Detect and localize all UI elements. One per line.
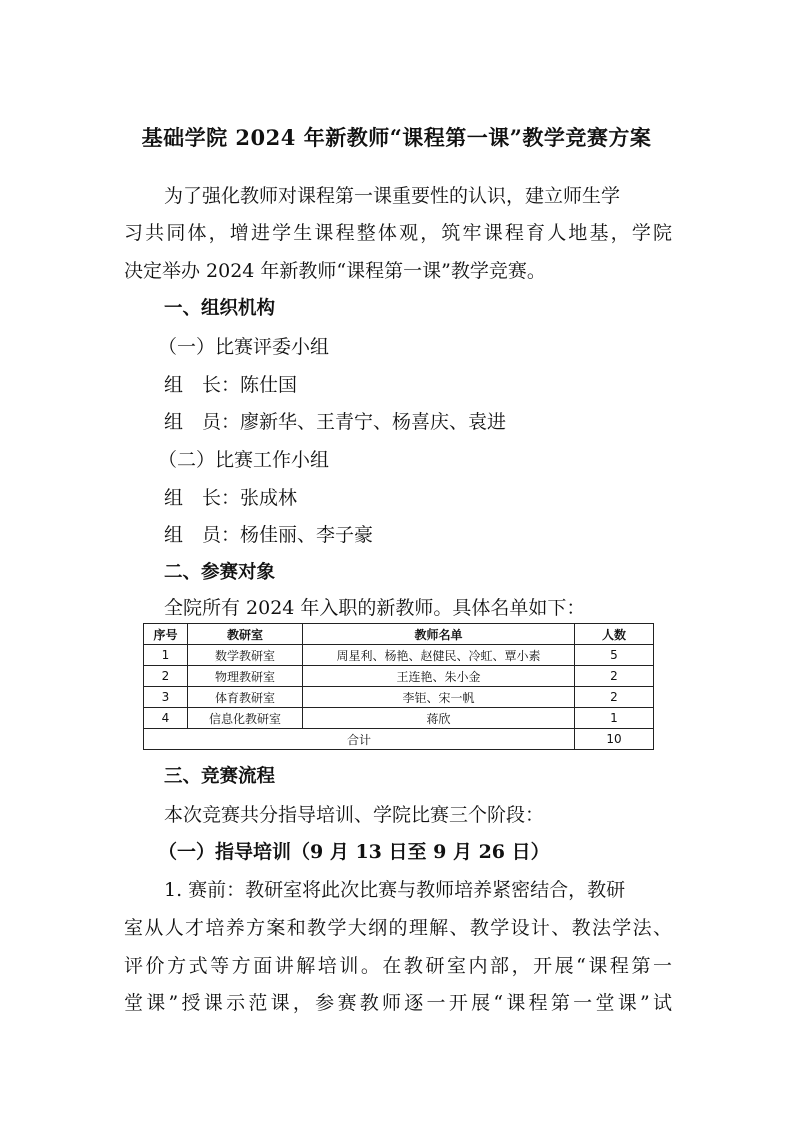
cell-teachers: 王连艳、朱小金: [303, 666, 575, 687]
cell-teachers: 蒋欣: [303, 708, 575, 729]
subheading-work-group: （二）比赛工作小组: [158, 449, 330, 471]
header-teachers: 教师名单: [303, 624, 575, 645]
cell-department: 数学教研室: [188, 645, 303, 666]
cell-count: 5: [575, 645, 654, 666]
cell-teachers: 李钜、宋一帆: [303, 687, 575, 708]
table-row: [144, 645, 654, 666]
section-heading-process: 三、竞赛流程: [164, 766, 276, 787]
section-heading-participants: 二、参赛对象: [164, 562, 276, 583]
document-title: 基础学院 2024 年新教师“课程第一课”教学竞赛方案: [141, 125, 652, 150]
header-index: 序号: [144, 624, 188, 645]
cell-index: 3: [144, 687, 188, 708]
total-value: 10: [575, 729, 654, 750]
cell-department: 体育教研室: [188, 687, 303, 708]
cell-count: 1: [575, 708, 654, 729]
intro-line-1: 为了强化教师对课程第一课重要性的认识，建立师生学: [164, 185, 621, 207]
cell-index: 4: [144, 708, 188, 729]
table-total-row: [144, 729, 654, 750]
table-row: [144, 687, 654, 708]
total-label: 合计: [144, 729, 575, 750]
section-heading-organization: 一、组织机构: [164, 298, 276, 319]
table-row: [144, 666, 654, 687]
header-count: 人数: [575, 624, 654, 645]
judges-leader: 组 长：陈仕国: [164, 374, 298, 396]
training-para-line-2: 室从人才培养方案和教学大纲的理解、教学设计、教法学法、: [124, 917, 672, 939]
table-header-row: [144, 624, 654, 645]
intro-line-3: 决定举办 2024 年新教师“课程第一课”教学竞赛。: [124, 260, 546, 282]
cell-count: 2: [575, 687, 654, 708]
participants-text: 全院所有 2024 年入职的新教师。具体名单如下：: [164, 597, 586, 619]
subheading-judges-group: （一）比赛评委小组: [158, 336, 330, 358]
cell-index: 1: [144, 645, 188, 666]
header-department: 教研室: [188, 624, 303, 645]
training-para-line-3: 评价方式等方面讲解培训。在教研室内部，开展“课程第一: [124, 955, 672, 977]
work-leader: 组 长：张成林: [164, 487, 298, 509]
table-row: [144, 708, 654, 729]
training-para-line-4: 堂课”授课示范课，参赛教师逐一开展“课程第一堂课”试: [124, 992, 672, 1014]
cell-index: 2: [144, 666, 188, 687]
judges-members: 组 员：廖新华、王青宁、杨喜庆、袁进: [164, 411, 507, 433]
subheading-training: （一）指导培训（9 月 13 日至 9 月 26 日）: [158, 841, 550, 863]
cell-teachers: 周星利、杨艳、赵健民、冷虹、覃小素: [303, 645, 575, 666]
training-para-line-1: 1. 赛前：教研室将此次比赛与教师培养紧密结合，教研: [164, 879, 626, 901]
process-text: 本次竞赛共分指导培训、学院比赛三个阶段：: [164, 804, 545, 826]
cell-count: 2: [575, 666, 654, 687]
intro-line-2: 习共同体，增进学生课程整体观，筑牢课程育人地基，学院: [124, 222, 672, 244]
cell-department: 信息化教研室: [188, 708, 303, 729]
cell-department: 物理教研室: [188, 666, 303, 687]
work-members: 组 员：杨佳丽、李子豪: [164, 524, 374, 546]
participants-table: [143, 623, 654, 750]
